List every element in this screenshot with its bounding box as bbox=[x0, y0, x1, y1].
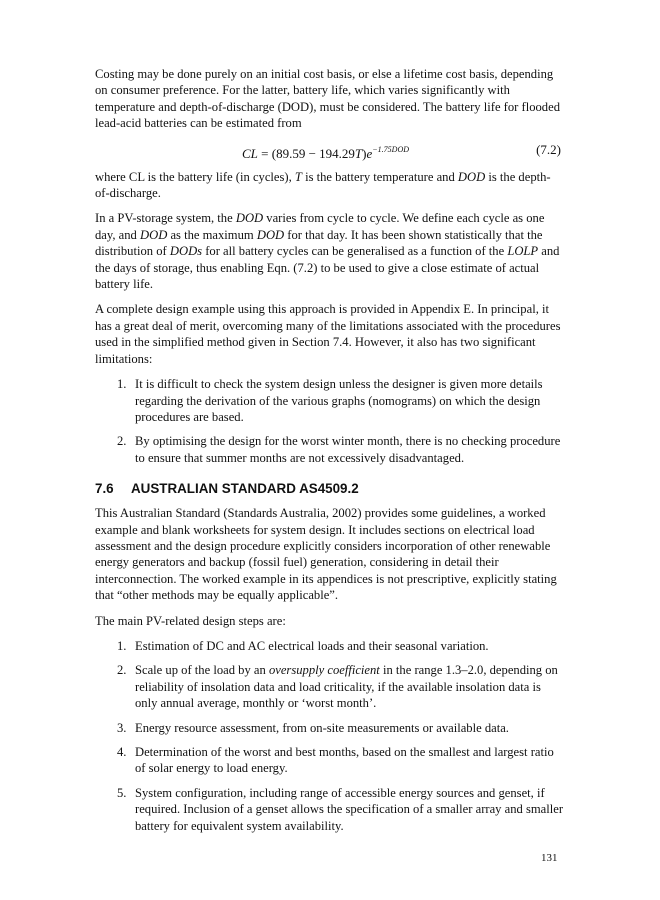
paragraph-where: where CL is the battery life (in cycles), T is the battery temperature and DOD is the depth-of-discharge. bbox=[95, 169, 551, 201]
paragraph-design-example: A complete design example using this approach is provided in Appendix E. In principal, it has a great deal of merit, overcoming many of the limitations associated with the procedures used in the simplified method given in Section 7.4. However, it also has two significant limitations: bbox=[95, 302, 561, 366]
equation-7-2 bbox=[95, 141, 565, 159]
page-number: 131 bbox=[541, 852, 558, 864]
list-item: 4. Determination of the worst and best months, based on the smallest and largest ratio of solar energy to load energy. bbox=[117, 745, 554, 776]
equation-number: (7.2) bbox=[536, 141, 561, 157]
equation-exponent: −1.75DOD bbox=[372, 144, 409, 154]
paragraph-steps-intro: The main PV-related design steps are: bbox=[95, 613, 286, 628]
list-item: 3. Energy resource assessment, from on-site measurements or available data. bbox=[117, 720, 509, 735]
list-item: 1. Estimation of DC and AC electrical loads and their seasonal variation. bbox=[117, 638, 489, 653]
section-heading bbox=[95, 480, 565, 497]
paragraph-standard: This Australian Standard (Standards Australia, 2002) provides some guidelines, a worked example and blank worksheets for system design. It includes sections on electrical load assessment and the design procedure explicitly considers incorporation of other renewable energy generators and backup (fossil fuel) generation, considering in detail their interconnection. The worked example in its appendices is not prescriptive, explicitly stating that “other methods may be equally applicable”. bbox=[95, 506, 557, 603]
list-item: 2. Scale up of the load by an oversupply coefficient in the range 1.3–2.0, depending on reliability of insolation data and load criticality, if the available insolation data is only annual average, monthly or ‘worst month’. bbox=[117, 663, 558, 711]
list-item: 5. System configuration, including range of accessible energy sources and genset, if required. Inclusion of a genset allows the specification of a smaller array and smaller battery for equivalent system availability. bbox=[117, 785, 564, 833]
design-steps-list bbox=[95, 638, 565, 834]
list-item: 2. By optimising the design for the worst winter month, there is no checking procedure to ensure that summer months are not excessively disadvantaged. bbox=[117, 434, 561, 465]
limitations-list bbox=[95, 376, 565, 466]
list-item: 1. It is difficult to check the system design unless the designer is given more details regarding the derivation of the various graphs (nomograms) on which the design procedures are based. bbox=[117, 377, 543, 424]
page-body bbox=[95, 66, 565, 842]
equation-formula: CL = $(89.59 - 194.29T)e^{-1.75DOD}$ bbox=[242, 144, 409, 161]
paragraph-pv-storage: In a PV-storage system, the DOD varies from cycle to cycle. We define each cycle as one day, and DOD as the maximum DOD for that day. It has been shown statistically that the distribution of DODs for all battery cycles can be generalised as a function of the LOLP and the days of storage, thus enabling Eqn. (7.2) to be used to give a close estimate of actual battery life. bbox=[95, 211, 560, 292]
section-number: 7.6 bbox=[95, 481, 114, 497]
paragraph-costing: Costing may be done purely on an initial cost basis, or else a lifetime cost basis, depending on consumer preference. For the latter, battery life, which varies significantly with temperature and depth-of-discharge (DOD), must be considered. The battery life for flooded lead-acid batteries can be estimated from bbox=[95, 67, 560, 131]
section-title: AUSTRALIAN STANDARD AS4509.2 bbox=[131, 481, 359, 497]
